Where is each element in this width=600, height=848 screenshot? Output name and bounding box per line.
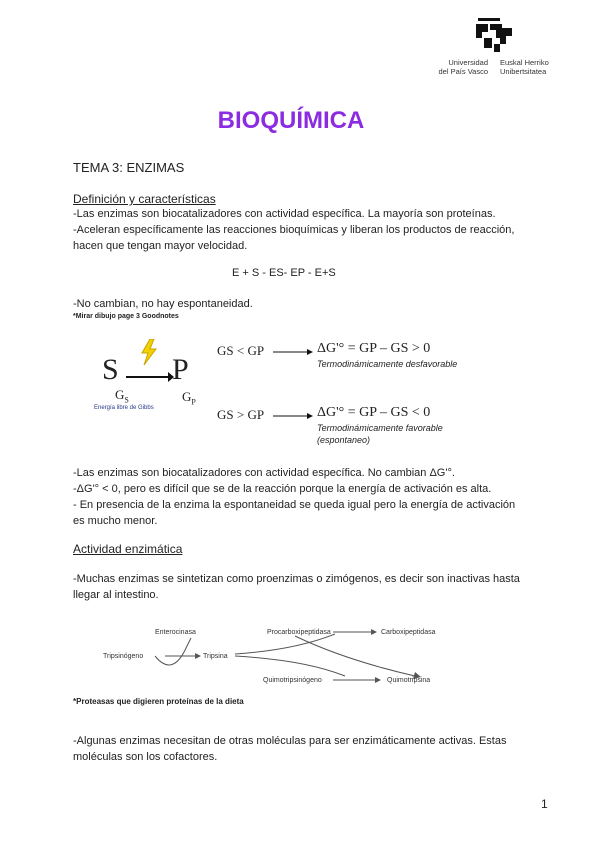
row1-condition: GS < GP <box>217 343 265 358</box>
label-carboxi: Carboxipeptidasa <box>381 629 436 636</box>
document-title: BIOQUÍMICA <box>217 107 365 134</box>
lightning-icon <box>138 339 160 365</box>
substrate-symbol: S <box>102 353 119 386</box>
univ-eu-line1: Euskal Herriko <box>500 58 549 67</box>
section1-p3: -No cambian, no hay espontaneidad. <box>73 298 253 310</box>
energy-label: Energía libre de Gibbs <box>94 405 154 411</box>
product-symbol: P <box>172 353 189 386</box>
univ-eu-line2: Unibertsitatea <box>500 67 547 76</box>
row1-equation: ΔG'° = GP – GS > 0 <box>317 341 431 356</box>
university-logo <box>470 18 518 58</box>
tripsina-to-quimo-curve <box>235 656 345 676</box>
univ-name-es <box>428 58 488 76</box>
section3-p1-line1: -Algunas enzimas necesitan de otras moléculas para ser enzimáticamente activas. Estas <box>73 735 507 747</box>
row2-condition: GS > GP <box>217 407 265 422</box>
row2-label1: Termodinámicamente favorable <box>317 423 443 433</box>
label-quimotripsinogeno: Quimotripsinógeno <box>263 677 322 684</box>
label-enterocinasa: Enterocinasa <box>155 629 196 636</box>
page-number: 1 <box>541 797 548 811</box>
section1b-p5: -ΔG'° < 0, pero es difícil que se de la reacción porque la energía de activación es alta. <box>73 483 492 495</box>
row2-label2: (espontaneo) <box>317 435 371 445</box>
topic-heading: TEMA 3: ENZIMAS <box>73 160 185 175</box>
energy-figure <box>90 335 510 455</box>
section3-p1-line2: moléculas son los cofactores. <box>73 751 218 763</box>
gs-label: $G_S$ <box>115 387 129 405</box>
section1-p1: -Las enzimas son biocatalizadores con actividad específica. La mayoría son proteínas. <box>73 208 496 220</box>
section1b-p6-line1: - En presencia de la enzima la espontaneidad se queda igual pero la energía de activación <box>73 499 516 511</box>
activation-curve <box>155 638 191 665</box>
row1-label: Termodinámicamente desfavorable <box>317 359 458 369</box>
proteasas-note: *Proteasas que digieren proteínas de la dieta <box>73 697 244 706</box>
tripsina-to-carboxi-curve <box>235 634 335 654</box>
reaction-arrow-icon <box>124 365 174 385</box>
section1-heading: Definición y características <box>73 192 216 206</box>
section1b-p4: -Las enzimas son biocatalizadores con actividad específica. No cambian ΔG'°. <box>73 467 455 479</box>
label-tripsina: Tripsina <box>203 653 228 660</box>
row2-equation: ΔG'° = GP – GS < 0 <box>317 405 431 420</box>
carboxi-to-quimo-curve <box>295 636 415 676</box>
label-procarboxi: Procarboxipeptidasa <box>267 629 331 636</box>
ehu-logo-icon <box>470 18 518 58</box>
reaction-equation: E + S - ES- EP - E+S <box>232 267 336 279</box>
row2-arrow-icon <box>273 411 313 421</box>
label-quimotripsina: Quimotripsina <box>387 677 431 684</box>
univ-name-eu <box>500 58 570 76</box>
goodnotes-note: *Mirar dibujo page 3 Goodnotes <box>73 313 179 320</box>
zymogen-diagram <box>95 620 495 690</box>
univ-es-line1: Universidad <box>448 58 488 67</box>
gp-label: $G_P$ <box>182 389 196 407</box>
section2-heading: Actividad enzimática <box>73 542 183 556</box>
row1-arrow-icon <box>273 347 313 357</box>
section2-p1-line2: llegar al intestino. <box>73 589 159 601</box>
section1b-p6-line2: es mucho menor. <box>73 515 158 527</box>
label-tripsinogeno: Tripsinógeno <box>103 653 144 660</box>
univ-es-line2: del País Vasco <box>438 67 488 76</box>
section2-p1-line1: -Muchas enzimas se sintetizan como proenzimas o zimógenos, es decir son inactivas hasta <box>73 573 520 585</box>
section1-p2-line2: hacen que tengan mayor velocidad. <box>73 240 248 252</box>
section1-p2-line1: -Aceleran específicamente las reacciones bioquímicas y liberan los productos de reacción, <box>73 224 515 236</box>
